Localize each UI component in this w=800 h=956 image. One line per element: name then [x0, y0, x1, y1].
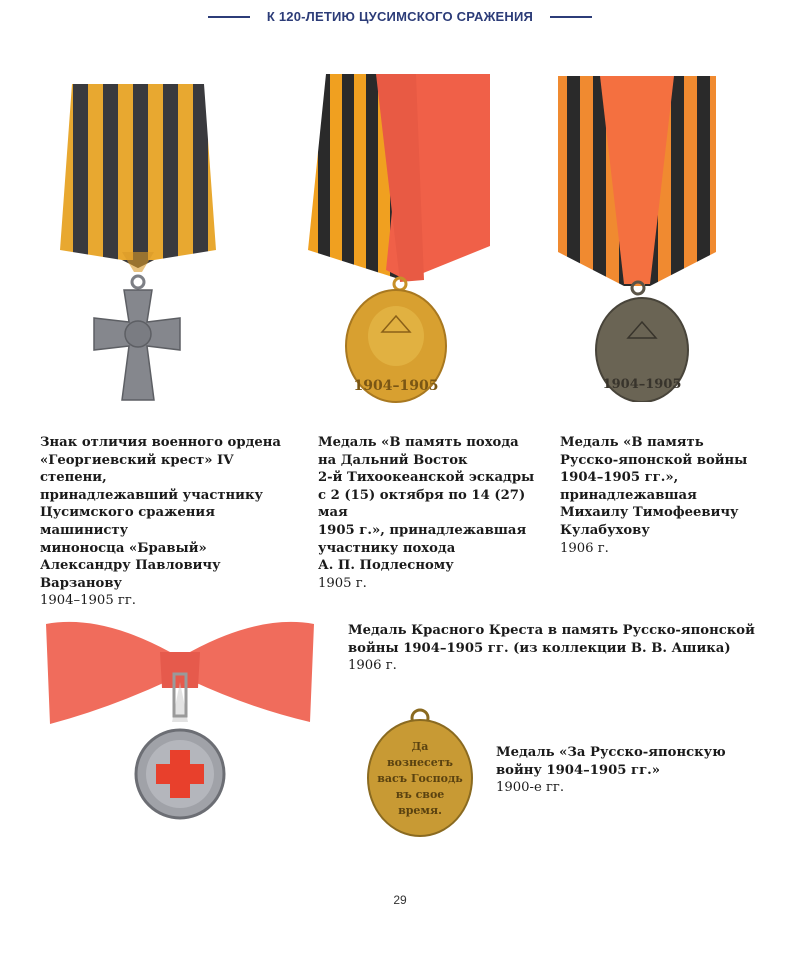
caption-text: Медаль «В память Русско-японской войны 1904–1905 гг.», принадлежавшая Михаилу Тимофеевичу Кулабухову — [560, 435, 748, 538]
medal-inscription-years: 1904–1905 — [353, 378, 439, 394]
caption-date: 1906 г. — [348, 658, 397, 674]
caption-russo-japanese-war-medal — [496, 744, 736, 797]
caption-date: 1906 г. — [560, 540, 609, 556]
inscription-line-5: время. — [398, 804, 442, 817]
inscription-line-2: вознесетъ — [387, 756, 453, 769]
medal-inscription-years: 1904–1905 — [602, 377, 682, 392]
caption-red-cross-medal — [348, 622, 778, 675]
caption-text: Знак отличия военного ордена «Георгиевский крест» IV степени, принадлежавший участнику Цусимского сражения машинисту миноносца «Бравый» Александру Павловичу Варзанову — [40, 435, 281, 591]
inscription-line-4: въ свое — [395, 788, 445, 801]
caption-date: 1900-е гг. — [496, 780, 565, 796]
war-memory-medal-photo — [554, 72, 720, 402]
pacific-squadron-medal-photo — [306, 70, 492, 410]
header-rule-right — [550, 16, 592, 18]
header-title: К 120-ЛЕТИЮ ЦУСИМСКОГО СРАЖЕНИЯ — [266, 9, 534, 24]
inscription-line-1: Да — [411, 740, 429, 753]
caption-text: Медаль Красного Креста в память Русско-японской войны 1904–1905 гг. (из коллекции В. В. Ашика) — [348, 623, 755, 656]
caption-george-cross — [40, 434, 302, 610]
header-rule-left — [208, 16, 250, 18]
caption-date: 1904–1905 гг. — [40, 593, 136, 609]
page-number: 29 — [393, 893, 407, 907]
red-cross-medal-photo — [40, 612, 320, 834]
inscription-line-3: васъ Господь — [377, 772, 463, 785]
caption-text: Медаль «В память похода на Дальний Восток 2-й Тихоокеанской эскадры с 2 (15) октября по 14 (27) мая 1905 г.», принадлежавшая участнику похода А. П. Подлесному — [318, 435, 535, 574]
caption-pacific-squadron-medal — [318, 434, 546, 592]
running-header — [0, 6, 800, 25]
george-cross-photo — [58, 82, 218, 406]
caption-war-memory-medal — [560, 434, 780, 557]
caption-date: 1905 г. — [318, 575, 367, 591]
caption-text: Медаль «За Русско-японскую войну 1904–1905 гг.» — [496, 745, 726, 778]
russo-japanese-war-medal-photo — [366, 706, 476, 838]
